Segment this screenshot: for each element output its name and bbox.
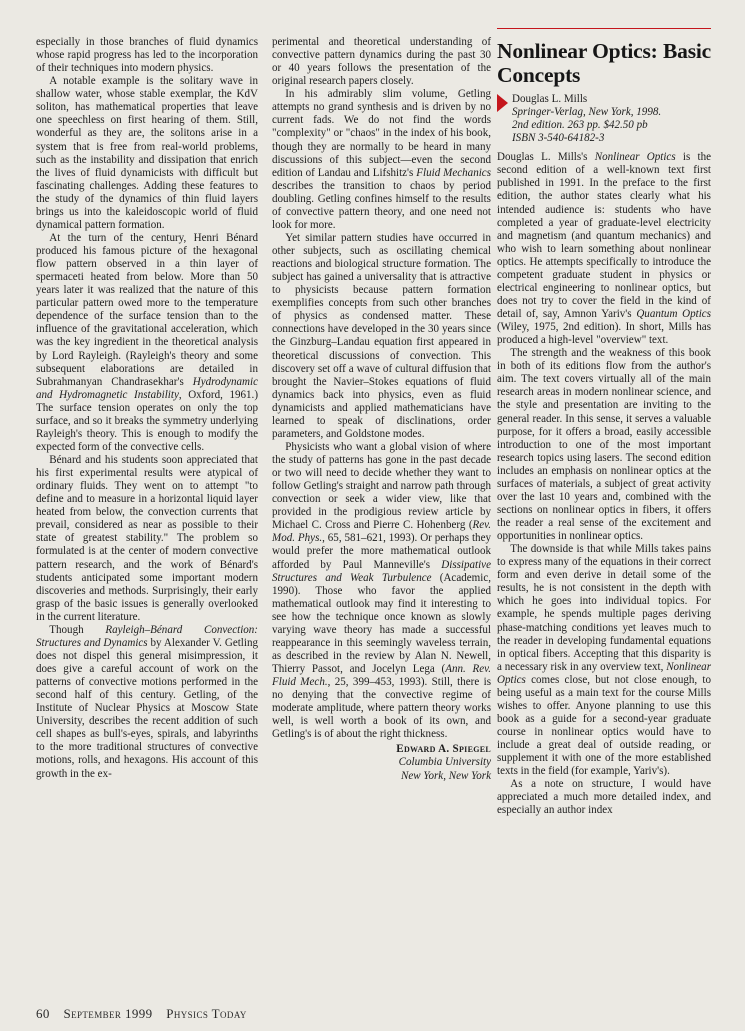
page-footer	[36, 1006, 247, 1022]
book-title-italic: Fluid Mechanics	[416, 166, 491, 179]
paragraph: The strength and the weakness of this book in both of its editions flow from the author's aim. The text covers virtually all of the main research areas in modern nonlinear science, and the style and presentation are inviting to the general reader. In this sense, it serves a valuable purpose, for it offers a broad, easily accessible introduction to one of the most important research topics using lasers. The second edition includes an emphasis on nonlinear optics at the surfaces of materials, a subject of great activity over the last 10 years and, combined with the sections on nonlinear optics in fibers, it offers the reader a real sense of the excitement and opportunities in nonlinear optics.	[497, 347, 711, 543]
red-triangle-arrow-icon	[497, 94, 508, 112]
paragraph: Yet similar pattern studies have occurred in other subjects, such as oscillating chemical reactions and biological structure formation. The subject has gained a universality that is attractive to physicists because pattern formation exemplifies concepts from such other branches of physics as condensed matter. These connections have developed in the 30 years since the Ginzburg–Landau equation first appeared in theoretical discussions of convection. This discovery set off a wave of cultural diffusion that brought the Navier–Stokes equations of fluid dynamics back into physics, even as fluid dynamicists and applied mathematicians have learned to speak of disclinations, order parameters, and Goldstone modes.	[272, 231, 491, 440]
text-span: , 25, 399–453, 1993). Still, there is no denying that the convective regime of moderate amplitude, where pattern theory works well, is well worth a book of its own, and Getling's is of about the right thickness.	[272, 676, 491, 741]
journal-title-italic: Rev. Mod. Phys.	[272, 519, 491, 545]
book-title-italic: Dissipative Structures and Weak Turbulence	[272, 558, 491, 584]
book-title-italic: Quantum Optics	[636, 308, 711, 320]
book-title-italic: Nonlinear Optics	[594, 151, 676, 164]
column-middle	[272, 36, 491, 783]
book-title-italic: Nonlinear Optics	[497, 660, 711, 686]
column-right	[497, 28, 711, 817]
paragraph	[272, 88, 491, 232]
text-span: by Alexander V. Getling does not dispel this general misimpression, it does give a careful account of work on the patterns of convective motions performed in the second half of this century. Getling, of the Institute of Nuclear Physics at Moscow State University, describes the recent addition of such cell shapes as bull's-eyes, spirals, and labyrinths to the more traditional structures of convective motions, rolls, and hexagons. His account of this growth in the ex-	[36, 636, 258, 780]
magazine-name: Physics Today	[166, 1006, 247, 1021]
text-span: (Wiley, 1975, 2nd edition). In short, Mills has produced a high-level "overview" text.	[497, 321, 711, 347]
book-title-italic: Hydrodynamic and Hydromagnetic Instability	[36, 375, 258, 401]
text-span: Douglas L. Mills's	[497, 151, 595, 164]
book-publisher: Springer-Verlag, New York, 1998.	[512, 106, 662, 119]
reviewer-affiliation: Columbia University	[398, 756, 491, 769]
reviewer-location: New York, New York	[400, 769, 491, 782]
paragraph	[272, 441, 491, 741]
reviewer-signoff	[272, 743, 491, 782]
column-left	[36, 36, 258, 781]
paragraph	[497, 151, 711, 347]
text-span: (Academic, 1990). Those who favor the applied mathematical outlook may find it interesting to see how the technique once known as slowly varying wave theory has made a successful reappearance in this seemingly waveless terrain, as described in the review by Alan N. Newell, Thierry Passot, and Jocelyn Lega (	[272, 571, 491, 675]
paragraph	[497, 543, 711, 778]
section-rule	[497, 28, 711, 29]
book-title-italic: Rayleigh–Bénard Convection: Structures and Dynamics	[36, 623, 258, 649]
book-edition: 2nd edition. 263 pp. $42.50 pb	[512, 119, 648, 132]
text-span: describes the transition to chaos by period doubling. Getling confines himself to the results of convective pattern theory, and one need not look for more.	[272, 179, 491, 231]
text-span: Though	[49, 623, 106, 636]
text-span: At the turn of the century, Henri Bénard produced his famous picture of the hexagonal flow pattern observed in a thin layer of spermaceti heated from below. More than 50 years later it was realized that the nature of this particular pattern owed more to the temperature dependence of the surface tension than to the influence of the gravitational acceleration, which was the key ingredient in the theoretical analysis by Lord Rayleigh. (Rayleigh's theory and some subsequent elaborations are detailed in Subrahmanyan Chandrasekhar's	[36, 231, 258, 388]
book-author: Douglas L. Mills	[512, 93, 588, 105]
text-span: Physicists who want a global vision of where the study of patterns has gone in the past decade or two will need to decide whether they want to follow Getling's straight and narrow path through convection or seek a wider view, like that provided in the prodigious review article by Michael C. Cross and Pierre C. Hohenberg (	[272, 440, 491, 532]
paragraph	[36, 624, 258, 781]
paragraph: As a note on structure, I would have appreciated a much more detailed index, and especially an author index	[497, 778, 711, 817]
text-span: , 65, 581–621, 1993). Or perhaps they would prefer the more mathematical outlook afforded by Paul Manneville's	[272, 532, 491, 571]
text-span: The downside is that while Mills takes pains to express many of the equations in their correct form and even derive in detail some of the results, he is not consistent in the depth with which he goes into individual topics. For example, he spends multiple pages deriving phase-matching conditions yet leaves much to the reader in developing fundamental equations in optical fibers. Accepting that this disparity is a necessary risk in any overview text,	[497, 543, 711, 673]
reviewer-name: Edward A. Spiegel	[396, 743, 491, 756]
review-title: Nonlinear Optics: Basic Concepts	[497, 39, 711, 87]
book-isbn: ISBN 3-540-64182-3	[512, 132, 605, 145]
paragraph: A notable example is the solitary wave in shallow water, whose stable exemplar, the KdV soliton, has mathematical properties that leave one speechless on first hearing of them. Still, wonderful as they are, the solitons arise in a system that is free from real-world problems, such as the instability and dissipation that enrich the lives of fluid dynamicists with difficult but fascinating challenges. Adding these features to the study of the dynamics of thin fluid layers brings us into the kaleidoscopic world of fluid dynamical pattern formation.	[36, 75, 258, 231]
page-number: 60	[36, 1006, 50, 1021]
paragraph: perimental and theoretical understanding of convective pattern dynamics during the past 30 or 40 years follows the presentation of the original research papers closely.	[272, 36, 491, 88]
issue-date: September 1999	[63, 1006, 153, 1021]
text-span: In his admirably slim volume, Getling attempts no grand synthesis and is driven by no current fads. We do not find the words "complexity" or "chaos" in the index of his book, though they are normally to be heard in many discussions of this subject—even the second edition of Landau and Lifshitz's	[272, 88, 491, 179]
text-span: is the second edition of a well-known text first published in 1991. In the preface to the first edition, the author states clearly what his intended audience is: students who have completed a year of graduate-level electricity and magnetism (and quantum mechanics) and who wish to learn something about nonlinear optics. He attempts specifically to introduce the competent graduate student in physics or electrical engineering to nonlinear optics, but does not try to cover the field in the kind of detail of, say, Amnon Yariv's	[497, 151, 712, 320]
book-info	[497, 93, 711, 145]
journal-title-italic: Ann. Rev. Fluid Mech.	[272, 663, 491, 689]
paragraph	[36, 232, 258, 454]
text-span: , Oxford, 1961.) The surface tension operates on only the top surface, and so it breaks the symmetry underlying Rayleigh's theory. This is enough to modify the expected form of the convective cells.	[36, 388, 258, 453]
paragraph: especially in those branches of fluid dynamics whose rapid progress has led to the incorporation of their techniques into modern physics.	[36, 36, 258, 75]
text-span: comes close, but not close enough, to being useful as a main text for the course Mills wishes to offer. Anyone planning to use this book as a guide for a second-year graduate course in nonlinear optics would have to include a great deal of outside reading, or supplement it with one of the more established texts in the field (for example, Yariv's).	[497, 673, 711, 778]
paragraph: Bénard and his students soon appreciated that his first experimental results were atypical of ordinary fluids. They went on to attempt "to define and to measure in a horizontal liquid layer heated from below, the convection currents that prevail, considered as near as possible to their state of greatest stability." The problem so formulated is at the center of modern convective pattern research, and the work of Bénard's students anticipated some important modern discoveries and methods. Surprisingly, their early grasp of the basic issues is generally overlooked in the current literature.	[36, 454, 258, 623]
